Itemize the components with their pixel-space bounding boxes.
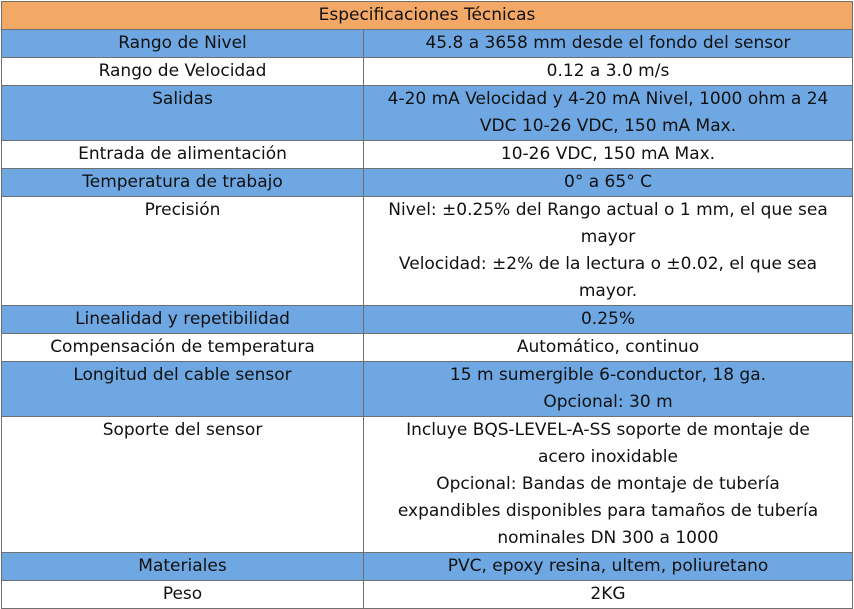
table-row bbox=[2, 30, 853, 58]
table-row bbox=[2, 362, 853, 417]
spec-label: Temperatura de trabajo bbox=[2, 169, 364, 197]
spec-label: Soporte del sensor bbox=[2, 417, 364, 553]
spec-label: Rango de Nivel bbox=[2, 30, 364, 58]
table-header-row bbox=[2, 2, 853, 30]
spec-value-line: 0° a 65° C bbox=[564, 172, 652, 192]
table-row bbox=[2, 141, 853, 169]
table-row bbox=[2, 306, 853, 334]
spec-value-line: nominales DN 300 a 1000 bbox=[497, 528, 719, 548]
spec-value-line: 0.12 a 3.0 m/s bbox=[546, 61, 670, 81]
spec-value bbox=[364, 58, 853, 86]
table-row bbox=[2, 169, 853, 197]
spec-value-line: expandibles disponibles para tamaños de tubería bbox=[397, 501, 819, 521]
spec-value bbox=[364, 306, 853, 334]
spec-value-line: 10-26 VDC, 150 mA Max. bbox=[500, 144, 716, 164]
spec-value-line: VDC 10-26 VDC, 150 mA Max. bbox=[479, 116, 737, 136]
spec-value-line: 45.8 a 3658 mm desde el fondo del sensor bbox=[425, 33, 791, 53]
spec-value-line: 4-20 mA Velocidad y 4-20 mA Nivel, 1000 ohm a 24 bbox=[387, 89, 829, 109]
spec-label: Materiales bbox=[2, 553, 364, 581]
table-row bbox=[2, 334, 853, 362]
spec-value-line: Opcional: Bandas de montaje de tubería bbox=[436, 474, 780, 494]
spec-label: Salidas bbox=[2, 86, 364, 141]
table-row bbox=[2, 553, 853, 581]
spec-value-line: Automático, continuo bbox=[516, 337, 700, 357]
spec-value bbox=[364, 362, 853, 417]
spec-value-line: acero inoxidable bbox=[538, 447, 678, 467]
table-row bbox=[2, 86, 853, 141]
spec-value-line: 2KG bbox=[590, 584, 626, 604]
spec-label: Compensación de temperatura bbox=[2, 334, 364, 362]
spec-label: Rango de Velocidad bbox=[2, 58, 364, 86]
spec-value bbox=[364, 581, 853, 609]
spec-value-line: 0.25% bbox=[580, 309, 635, 329]
spec-label: Peso bbox=[2, 581, 364, 609]
spec-value bbox=[364, 553, 853, 581]
spec-value bbox=[364, 169, 853, 197]
specifications-table bbox=[1, 1, 853, 609]
spec-value bbox=[364, 30, 853, 58]
spec-value-line: Velocidad: ±2% de la lectura o ±0.02, el que sea bbox=[398, 254, 818, 274]
table-row bbox=[2, 581, 853, 609]
table-row bbox=[2, 417, 853, 553]
spec-label: Linealidad y repetibilidad bbox=[2, 306, 364, 334]
table-title: Especificaciones Técnicas bbox=[2, 2, 853, 30]
spec-value-line: PVC, epoxy resina, ultem, poliuretano bbox=[447, 556, 769, 576]
table-row bbox=[2, 58, 853, 86]
spec-value-line: mayor. bbox=[578, 281, 638, 301]
spec-label: Longitud del cable sensor bbox=[2, 362, 364, 417]
spec-value-line: Incluye BQS-LEVEL-A-SS soporte de montaje de bbox=[406, 420, 810, 440]
spec-value bbox=[364, 197, 853, 306]
spec-value-line: mayor bbox=[580, 227, 636, 247]
spec-value bbox=[364, 334, 853, 362]
spec-value bbox=[364, 417, 853, 553]
spec-label: Entrada de alimentación bbox=[2, 141, 364, 169]
spec-value-line: 15 m sumergible 6-conductor, 18 ga. bbox=[449, 365, 767, 385]
table-row bbox=[2, 197, 853, 306]
spec-value-line: Opcional: 30 m bbox=[543, 392, 673, 412]
spec-value-line: Nivel: ±0.25% del Rango actual o 1 mm, el que sea bbox=[388, 200, 828, 220]
spec-value bbox=[364, 86, 853, 141]
spec-value bbox=[364, 141, 853, 169]
spec-label: Precisión bbox=[2, 197, 364, 306]
